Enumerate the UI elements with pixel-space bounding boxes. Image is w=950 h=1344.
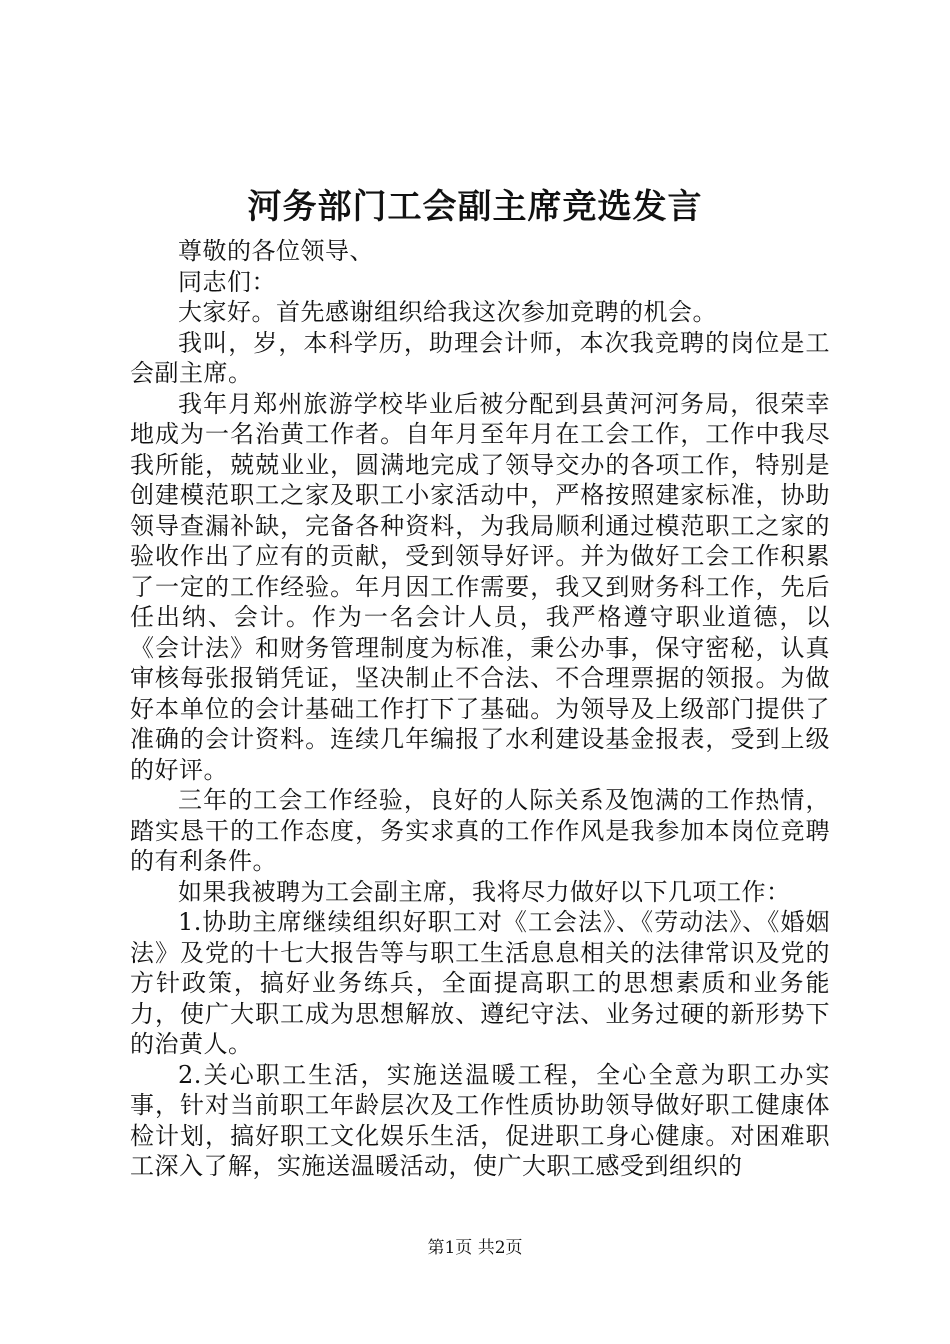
paragraph-plan-intro: 如果我被聘为工会副主席，我将尽力做好以下几项工作： bbox=[178, 877, 791, 906]
paragraph-plan-item-2: 2.关心职工生活，实施送温暖工程，全心全意为职工办实事，针对当前职工年龄层次及工作性质协助领导做好职工健康体检计划，搞好职工文化娱乐生活，促进职工身心健康。对困难职工深入了解，实施送温暖活动，使广大职工感受到组织的 bbox=[130, 1060, 830, 1180]
paragraph-work-history: 我年月郑州旅游学校毕业后被分配到县黄河河务局，很荣幸地成为一名治黄工作者。自年月至年月在工会工作，工作中我尽我所能，兢兢业业，圆满地完成了领导交办的各项工作，特别是创建模范职工之家及职工小家活动中，严格按照建家标准，协助领导查漏补缺，完备各种资料，为我局顺利通过模范职工之家的验收作出了应有的贡献，受到领导好评。并为做好工会工作积累了一定的工作经验。年月因工作需要，我又到财务科工作，先后任出纳、会计。作为一名会计人员，我严格遵守职业道德，以《会计法》和财务管理制度为标准，秉公办事，保守密秘，认真审核每张报销凭证，坚决制止不合法、不合理票据的领报。为做好本单位的会计基础工作打下了基础。为领导及上级部门提供了准确的会计资料。连续几年编报了水利建设基金报表，受到上级的好评。 bbox=[130, 389, 830, 784]
paragraph-advantages: 三年的工会工作经验，良好的人际关系及饱满的工作热情，踏实恳干的工作态度，务实求真的工作作风是我参加本岗位竞聘的有利条件。 bbox=[130, 786, 830, 875]
paragraph-greeting: 大家好。首先感谢组织给我这次参加竞聘的机会。 bbox=[178, 298, 717, 326]
paragraph-introduction: 我叫，岁，本科学历，助理会计师，本次我竞聘的岗位是工会副主席。 bbox=[130, 328, 830, 387]
document-title: 河务部门工会副主席竞选发言 bbox=[247, 187, 703, 227]
page-footer: 第1页 共2页 bbox=[427, 1238, 523, 1258]
paragraph-plan-item-1: 1.协助主席继续组织好职工对《工会法》、《劳动法》、《婚姻法》及党的十七大报告等与职工生活息息相关的法律常识及党的方针政策，搞好业务练兵，全面提高职工的思想素质和业务能力，使广大职工成为思想解放、遵纪守法、业务过硬的新形势下的治黄人。 bbox=[130, 908, 830, 1058]
document-body bbox=[130, 236, 830, 1182]
salutation-line-2: 同志们： bbox=[178, 267, 276, 296]
salutation-line-1: 尊敬的各位领导、 bbox=[178, 237, 374, 265]
